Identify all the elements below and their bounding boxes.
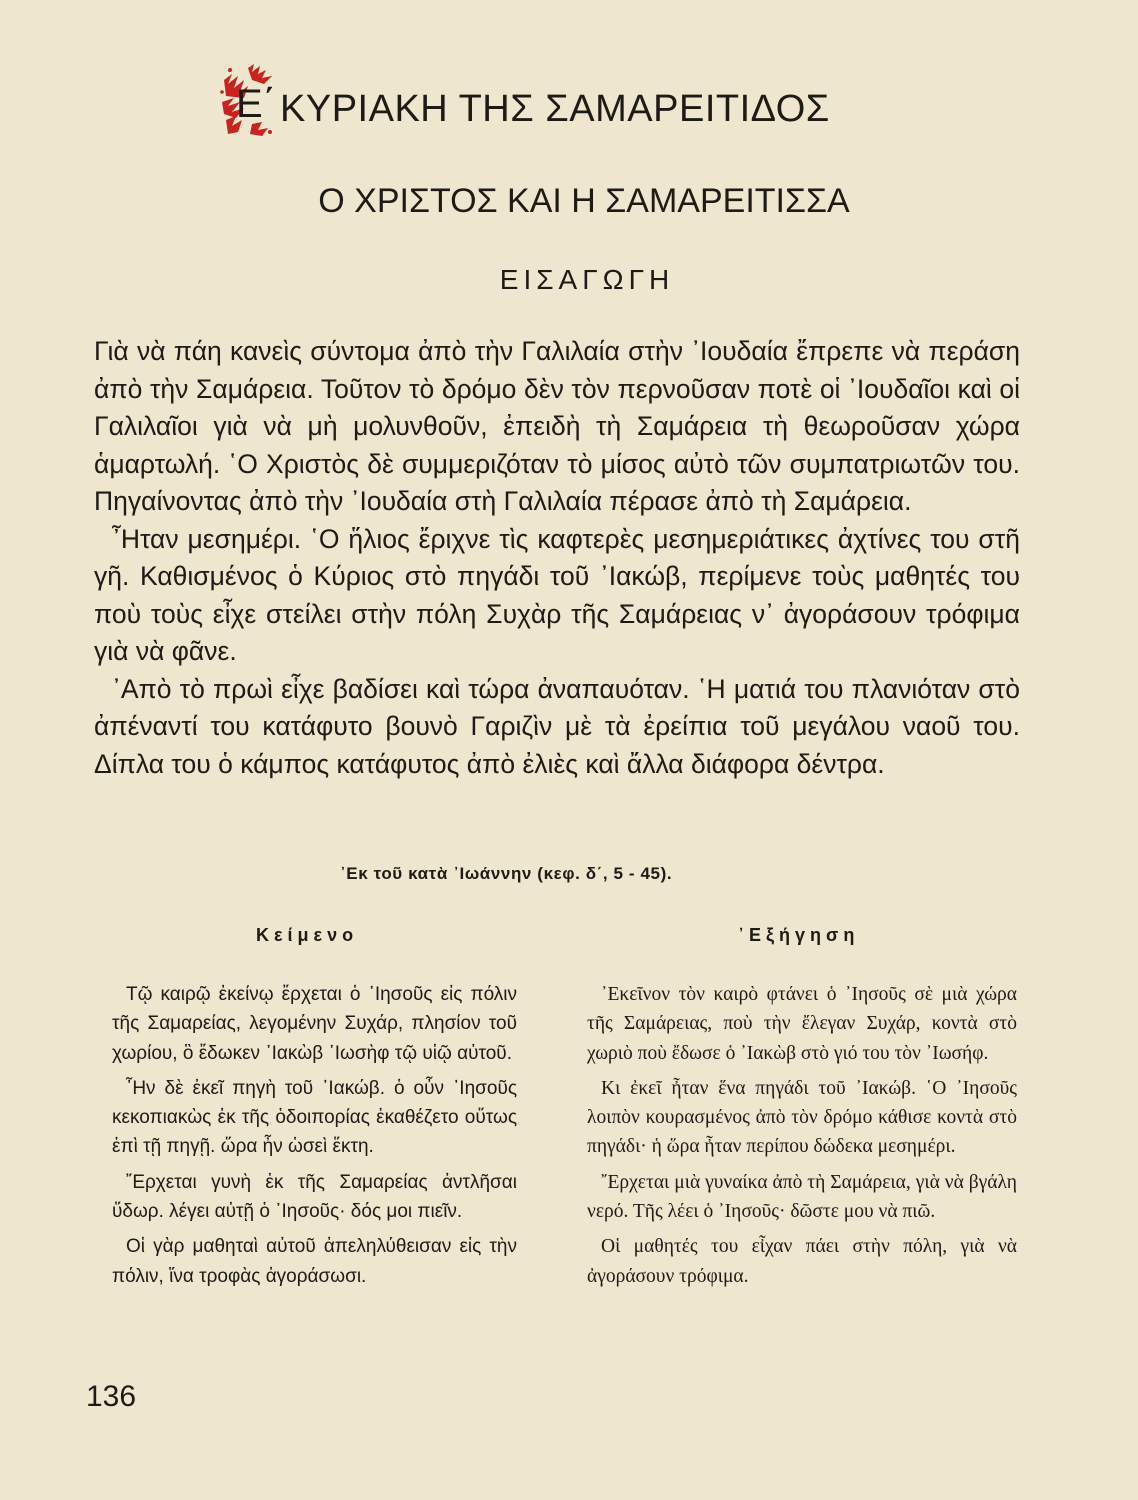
verse-paragraph: ῏Ην δὲ ἐκεῖ πηγὴ τοῦ ᾿Ιακώβ. ὁ οὖν ᾿Ιησοῦς κεκοπιακὼς ἐκ τῆς ὁδοιπορίας ἐκαθέζετο οὕτως ἐπὶ τῇ πηγῇ. ὥρα ἦν ὡσεὶ ἕκτη. (112, 1077, 517, 1158)
page-subtitle: Ο ΧΡΙΣΤΟΣ ΚΑΙ Η ΣΑΜΑΡΕΙΤΙΣΣΑ (318, 182, 850, 220)
verse-paragraph: Τῷ καιρῷ ἐκείνῳ ἔρχεται ὁ ᾿Ιησοῦς εἰς πόλιν τῆς Σαμαρείας, λεγομένην Συχάρ, πλησίον τοῦ χωρίου, ὃ ἔδωκεν ᾿Ιακὼβ ᾿Ιωσὴφ τῷ υἱῷ αὐτοῦ. (112, 984, 517, 1064)
explanation-paragraph: ῎Ερχεται μιὰ γυναίκα ἀπὸ τὴ Σαμάρεια, γιὰ νὰ βγάλη νερό. Τῆς λέει ὁ ᾿Ιησοῦς· δῶστε μου νὰ πιῶ. (587, 1171, 1017, 1223)
column-heading-explanation: ᾿Εξήγηση (738, 925, 860, 945)
page-number: 136 (86, 1380, 137, 1413)
intro-paragraph: ᾿Απὸ τὸ πρωὶ εἶχε βαδίσει καὶ τώρα ἀναπαυόταν. ῾Η ματιά του πλανιόταν στὸ ἀπέναντί του κατάφυτο βουνὸ Γαριζὶν μὲ τὰ ἐρείπια τοῦ μεγάλου ναοῦ του. Δίπλα του ὁ κάμπος κατάφυτος ἀπὸ ἐλιὲς καὶ ἄλλα διάφορα δέντρα. (94, 673, 1020, 779)
explanation-column (587, 980, 1017, 1297)
intro-text (94, 333, 1020, 783)
verse-paragraph: ῎Ερχεται γυνὴ ἐκ τῆς Σαμαρείας ἀντλῆσαι ὕδωρ. λέγει αὐτῇ ὁ ᾿Ιησοῦς· δός μοι πιεῖν. (112, 1171, 517, 1223)
explanation-paragraph: Κι ἐκεῖ ἦταν ἕνα πηγάδι τοῦ ᾿Ιακώβ. ῾Ο ᾿Ιησοῦς λοιπὸν κουρασμένος ἀπὸ τὸν δρόμο κάθισε κοντὰ στὸ πηγάδι· ἡ ὥρα ἦταν περίπου δώδεκα μεσημέρι. (587, 1077, 1017, 1158)
explanation-paragraph: Οἱ μαθητές του εἶχαν πάει στὴν πόλη, γιὰ νὰ ἀγοράσουν τρόφιμα. (587, 1236, 1017, 1287)
column-heading-text: Κείμενο (256, 925, 359, 945)
decorative-initial-icon (218, 62, 282, 142)
intro-paragraph: Γιὰ νὰ πάη κανεὶς σύντομα ἀπὸ τὴν Γαλιλαία στὴν ᾿Ιουδαία ἔπρεπε νὰ περάση ἀπὸ τὴν Σαμάρεια. Τοῦτον τὸ δρόμο δὲν τὸν περνοῦσαν ποτὲ οἱ ᾿Ιουδαῖοι καὶ οἱ Γαλιλαῖοι γιὰ νὰ μὴ μολυνθοῦν, ἐπειδὴ τὴ Σαμάρεια τὴ θεωροῦσαν χώρα ἁμαρτωλή. ῾Ο Χριστὸς δὲ συμμεριζόταν τὸ μίσος αὐτὸ τῶν συμπατριωτῶν του. Πηγαίνοντας ἀπὸ τὴν ᾿Ιουδαία στὴ Γαλιλαία πέρασε ἀπὸ τὴ Σαμάρεια. (94, 336, 1020, 516)
original-text-column (112, 980, 517, 1297)
page-title: ΚΥΡΙΑΚΗ ΤΗΣ ΣΑΜΑΡΕΙΤΙΔΟΣ (280, 88, 830, 130)
intro-heading: ΕΙΣΑΓΩΓΗ (499, 264, 675, 295)
initial-letter: Ε΄ (236, 82, 276, 126)
scripture-source: ᾿Εκ τοῦ κατὰ ᾿Ιωάννην (κεφ. δ΄, 5 - 45). (340, 864, 673, 883)
explanation-paragraph: ᾿Εκεῖνον τὸν καιρὸ φτάνει ὁ ᾿Ιησοῦς σὲ μιὰ χώρα τῆς Σαμάρειας, ποὺ τὴν ἔλεγαν Συχάρ, κοντὰ στὸ χωριὸ ποὺ ἔδωσε ὁ ᾿Ιακὼβ στὸ γιό του τὸν ᾿Ιωσήφ. (587, 984, 1017, 1064)
verse-paragraph: Οἱ γὰρ μαθηταὶ αὐτοῦ ἀπεληλύθεισαν εἰς τὴν πόλιν, ἵνα τροφὰς ἀγοράσωσι. (112, 1236, 517, 1287)
intro-paragraph: ῏Ηταν μεσημέρι. ῾Ο ἥλιος ἔριχνε τὶς καφτερὲς μεσημεριάτικες ἀχτίνες του στῆ γῆ. Καθισμένος ὁ Κύριος στὸ πηγάδι τοῦ ᾿Ιακώβ, περίμενε τοὺς μαθητές του ποὺ τοὺς εἶχε στείλει στὴν πόλη Συχὰρ τῆς Σαμάρειας ν᾿ ἀγοράσουν τρόφιμα γιὰ νὰ φᾶνε. (94, 523, 1020, 666)
